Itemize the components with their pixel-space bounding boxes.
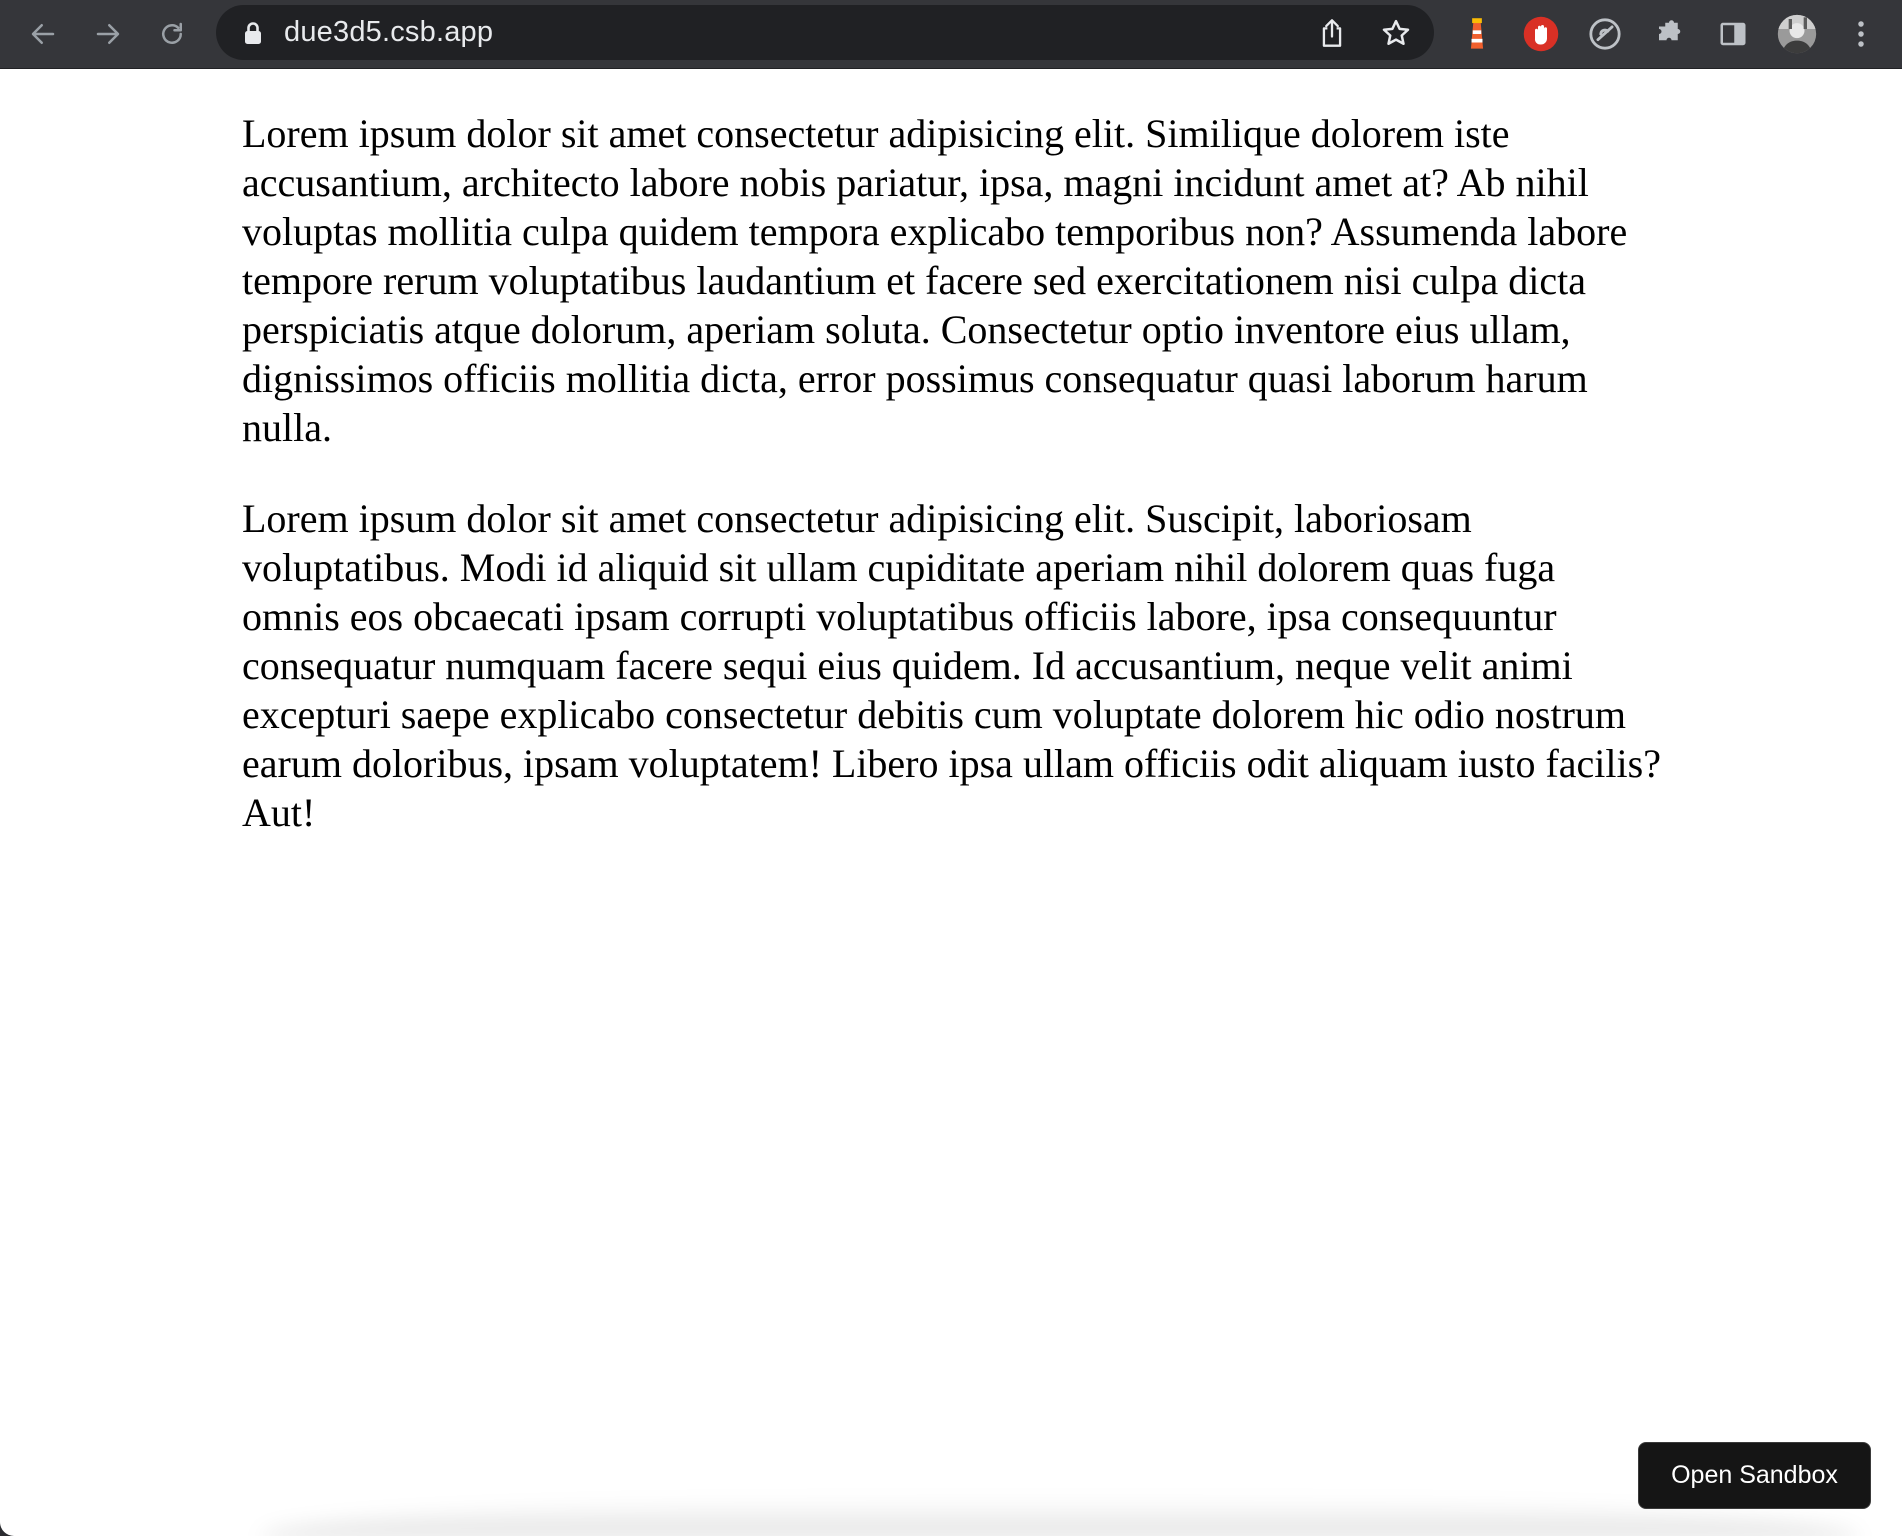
page-viewport: [0, 69, 1902, 1536]
puzzle-extensions-icon: [1654, 19, 1684, 49]
side-panel-button[interactable]: [1711, 12, 1755, 56]
forward-arrow-icon: [93, 19, 123, 49]
paragraph-2: Lorem ipsum dolor sit amet consectetur adipisicing elit. Suscipit, laboriosam voluptatibus. Modi id aliquid sit ullam cupiditate aperiam nihil dolorem quas fuga omnis eos obcaecati ipsam corrupti voluptatibus officiis labore, ipsa consequuntur consequatur numquam facere sequi eius quidem. Id accusantium, neque velit animi excepturi saepe explicabo consectetur debitis cum voluptate dolorem hic odio nostrum earum doloribus, ipsam voluptatem! Libero ipsa ullam officiis odit aliquam iusto facilis? Aut!: [242, 496, 1661, 835]
reload-icon: [157, 19, 187, 49]
bottom-shadow: [260, 1499, 1860, 1536]
blocker-extension[interactable]: [1583, 12, 1627, 56]
lighthouse-icon: [1462, 17, 1492, 51]
url-text[interactable]: due3d5.csb.app: [284, 16, 494, 48]
back-arrow-icon: [28, 19, 58, 49]
open-sandbox-button[interactable]: Open Sandbox: [1638, 1442, 1871, 1509]
star-icon: [1381, 18, 1411, 48]
browser-toolbar: [0, 0, 1902, 69]
profile-avatar: [1777, 14, 1817, 54]
address-bar[interactable]: [216, 5, 1434, 60]
profile-button[interactable]: [1775, 12, 1819, 56]
page-content: [242, 109, 1662, 879]
lock-icon[interactable]: [242, 21, 264, 45]
lighthouse-extension[interactable]: [1455, 12, 1499, 56]
share-button[interactable]: [1314, 15, 1350, 51]
kebab-menu-icon: [1856, 19, 1866, 49]
side-panel-icon: [1718, 19, 1748, 49]
paragraph-1: Lorem ipsum dolor sit amet consectetur adipisicing elit. Similique dolorem iste accusantium, architecto labore nobis pariatur, ipsa, magni incidunt amet at? Ab nihil voluptas mollitia culpa quidem tempora explicabo temporibus non? Assumenda labore tempore rerum voluptatibus laudantium et facere sed exercitationem nisi culpa dicta perspiciatis atque dolorum, aperiam soluta. Consectetur optio inventore eius ullam, dignissimos officiis mollitia dicta, error possimus consequatur quasi laborum harum nulla.: [242, 111, 1628, 450]
browser-menu-button[interactable]: [1839, 12, 1883, 56]
reload-button[interactable]: [150, 12, 194, 56]
extensions-button[interactable]: [1647, 12, 1691, 56]
adblock-extension[interactable]: [1519, 12, 1563, 56]
adblock-hand-icon: [1523, 16, 1559, 52]
share-icon: [1318, 18, 1346, 48]
blocker-circle-icon: [1588, 17, 1622, 51]
bookmark-button[interactable]: [1378, 15, 1414, 51]
back-button[interactable]: [21, 12, 65, 56]
forward-button[interactable]: [86, 12, 130, 56]
